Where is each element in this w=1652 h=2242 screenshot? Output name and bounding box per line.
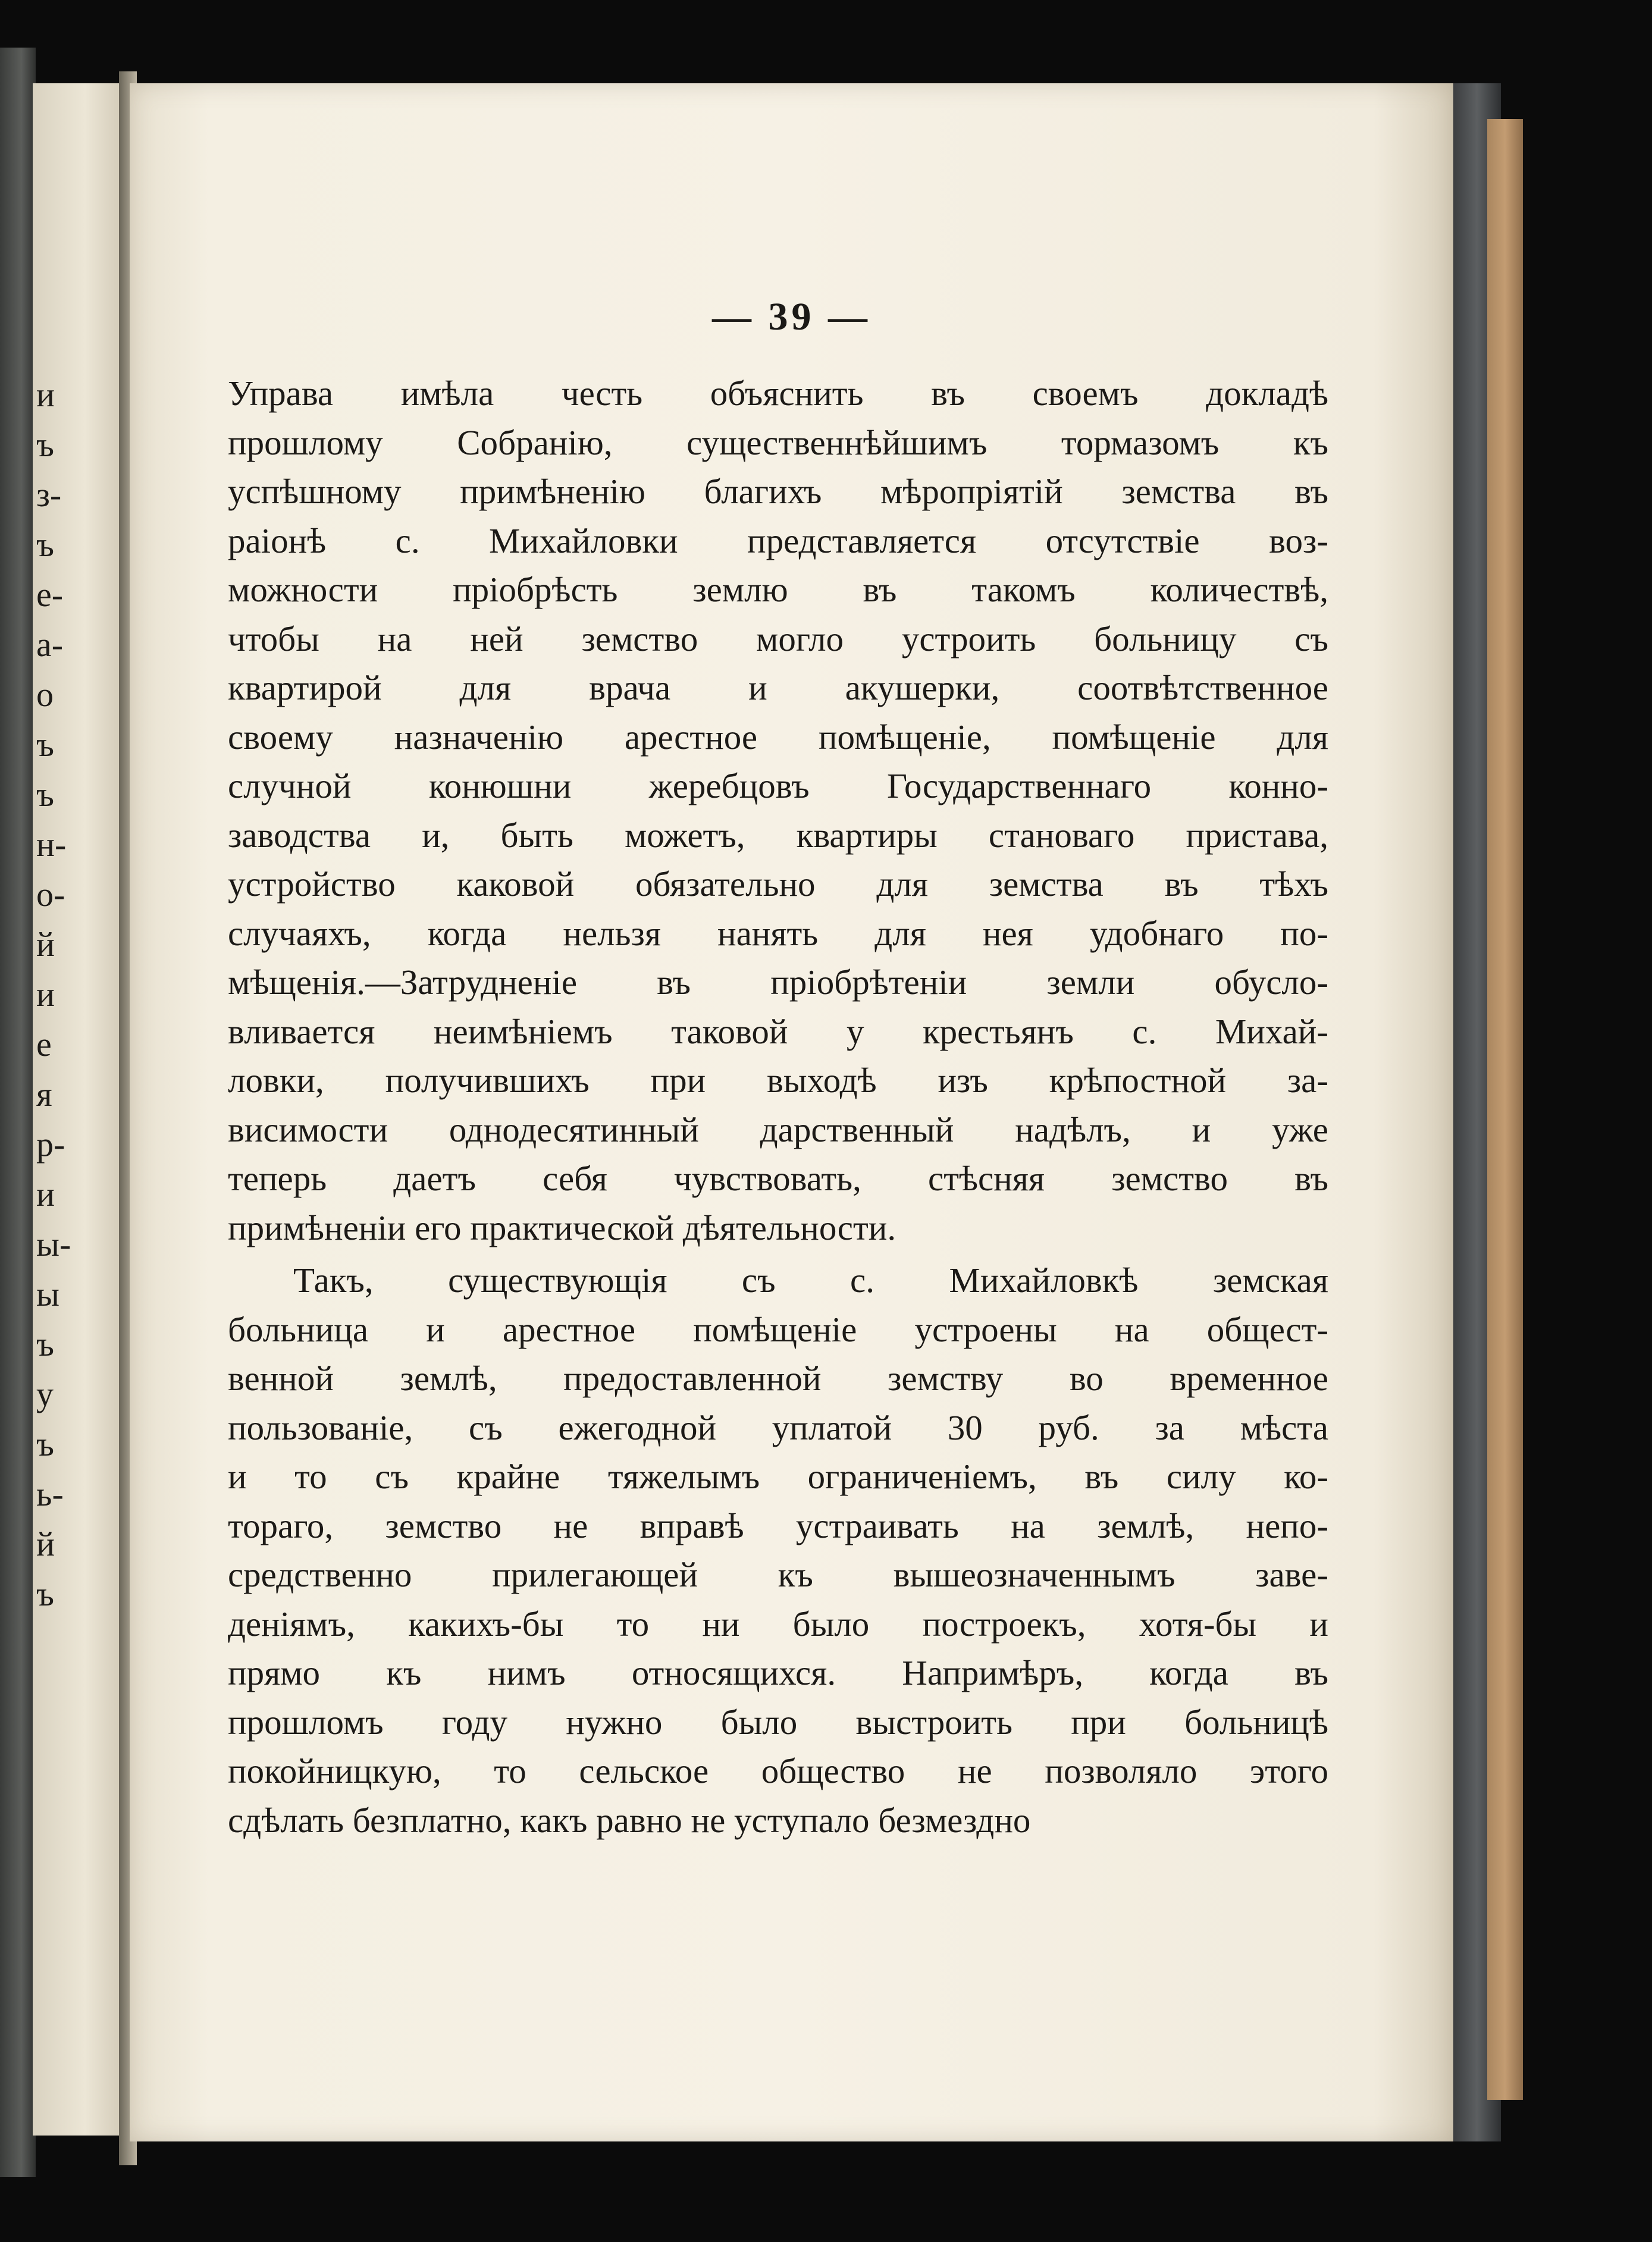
text-line: тораго, земство не вправѣ устраивать на землѣ, непо- bbox=[228, 1506, 1328, 1545]
left-page-line-fragment: ъ bbox=[36, 525, 54, 564]
left-page-line-fragment: и bbox=[36, 975, 55, 1014]
text-line: венной землѣ, предоставленной земству во временное bbox=[228, 1359, 1328, 1398]
left-page-line-fragment: е bbox=[36, 1025, 52, 1064]
text-line: висимости однодесятинный дарственный надѣлъ, и уже bbox=[228, 1109, 1328, 1149]
text-line: прошломъ году нужно было выстроить при больницѣ bbox=[228, 1702, 1328, 1742]
text-line: покойницкую, то сельское общество не позволяло этого bbox=[228, 1751, 1328, 1791]
left-page-line-fragment: з- bbox=[36, 475, 62, 514]
text-line: и то съ крайне тяжелымъ ограниченіемъ, въ силу ко- bbox=[228, 1457, 1328, 1496]
text-line: заводства и, быть можетъ, квартиры становаго пристава, bbox=[228, 815, 1328, 855]
text-line: деніямъ, какихъ-бы то ни было построекъ, хотя-бы и bbox=[228, 1604, 1328, 1644]
left-page-line-fragment: о bbox=[36, 675, 54, 714]
left-page-line-fragment: ъ bbox=[36, 425, 54, 464]
left-page-line-fragment: у bbox=[36, 1375, 54, 1413]
right-cover-edge bbox=[1487, 119, 1523, 2100]
left-page-line-fragment: я bbox=[36, 1075, 52, 1114]
left-page-line-fragment: и bbox=[36, 1175, 55, 1213]
text-line: раіонѣ с. Михайловки представляется отсутствіе воз- bbox=[228, 520, 1328, 560]
text-line: случаяхъ, когда нельзя нанять для нея удобнаго по- bbox=[228, 913, 1328, 953]
text-line: устройство каковой обязательно для земства въ тѣхъ bbox=[228, 864, 1328, 904]
left-page-line-fragment: р- bbox=[36, 1125, 65, 1164]
text-line: случной конюшни жеребцовъ Государственнаго конно- bbox=[228, 766, 1328, 805]
text-line: сдѣлать безплатно, какъ равно не уступало безмездно bbox=[228, 1800, 1031, 1840]
left-page-line-fragment: й bbox=[36, 1525, 55, 1563]
text-line: можности пріобрѣсть землю въ такомъ количествѣ, bbox=[228, 570, 1328, 609]
left-page-line-fragment: й bbox=[36, 925, 55, 964]
left-page-fragment bbox=[33, 83, 131, 2136]
text-line: ловки, получившихъ при выходѣ изъ крѣпостной за- bbox=[228, 1061, 1328, 1100]
text-line: прямо къ нимъ относящихся. Напримѣръ, когда въ bbox=[228, 1653, 1328, 1692]
left-page-line-fragment: ь- bbox=[36, 1475, 64, 1513]
left-page-line-fragment: и bbox=[36, 375, 55, 414]
text-line: больница и арестное помѣщеніе устроены на общест- bbox=[228, 1309, 1328, 1349]
left-page-line-fragment: ы- bbox=[36, 1225, 71, 1263]
text-line: мѣщенія.—Затрудненіе въ пріобрѣтеніи земли обусло- bbox=[228, 962, 1328, 1002]
text-line: Такъ, существующія съ с. Михайловкѣ земская bbox=[293, 1260, 1328, 1300]
left-page-line-fragment: ъ bbox=[36, 1425, 54, 1463]
text-line: своему назначенію арестное помѣщеніе, помѣщеніе для bbox=[228, 717, 1328, 757]
text-line: Управа имѣла честь объяснить въ своемъ докладѣ bbox=[228, 374, 1328, 413]
left-page-line-fragment: ъ bbox=[36, 1325, 54, 1363]
left-cover-edge bbox=[0, 48, 36, 2177]
text-line: квартирой для врача и акушерки, соотвѣтственное bbox=[228, 668, 1328, 707]
left-page-line-fragment: е- bbox=[36, 575, 64, 614]
text-line: вливается неимѣніемъ таковой у крестьянъ с. Михай- bbox=[228, 1011, 1328, 1051]
left-page-line-fragment: н- bbox=[36, 825, 67, 864]
left-page-line-fragment: ъ bbox=[36, 775, 54, 814]
text-line: теперь даетъ себя чувствовать, стѣсняя земство въ bbox=[228, 1159, 1328, 1198]
page-number: — 39 — bbox=[712, 295, 871, 338]
paragraph-1 bbox=[228, 369, 1328, 1252]
page bbox=[130, 83, 1453, 2141]
left-page-line-fragment: а- bbox=[36, 625, 64, 664]
left-page-line-fragment: ъ bbox=[36, 725, 54, 764]
text-line: успѣшному примѣненію благихъ мѣропріятій земства въ bbox=[228, 472, 1328, 511]
body-text bbox=[228, 369, 1328, 1845]
paragraph-2 bbox=[228, 1256, 1328, 1845]
left-page-line-fragment: о- bbox=[36, 875, 65, 914]
text-line: чтобы на ней земство могло устроить больницу съ bbox=[228, 619, 1328, 659]
text-line: прошлому Собранію, существеннѣйшимъ тормазомъ къ bbox=[228, 422, 1328, 462]
text-line: средственно прилегающей къ вышеозначеннымъ заве- bbox=[228, 1555, 1328, 1594]
left-page-line-fragment: ы bbox=[36, 1275, 59, 1313]
text-line: пользованіе, съ ежегодной уплатой 30 руб. за мѣста bbox=[228, 1407, 1328, 1447]
left-page-line-fragment: ъ bbox=[36, 1575, 54, 1613]
text-line: примѣненіи его практической дѣятельности. bbox=[228, 1208, 896, 1247]
